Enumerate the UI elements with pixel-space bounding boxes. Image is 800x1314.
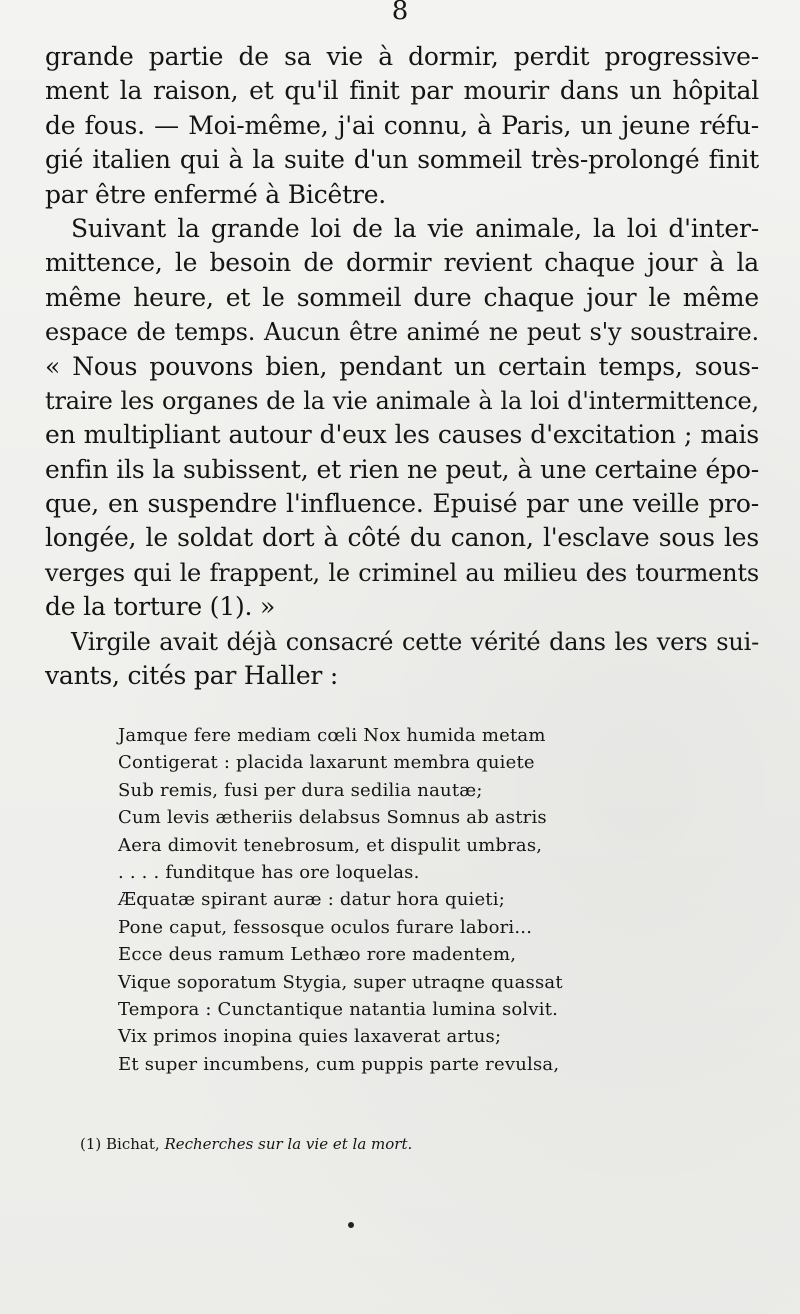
text-line: de la torture (1). » bbox=[45, 592, 276, 622]
footnote-author: Bichat, bbox=[106, 1135, 160, 1153]
text-line: longée, le soldat dort à côté du canon, l'esclave sous les bbox=[45, 523, 759, 553]
footnote bbox=[80, 1134, 412, 1154]
text-line: ment la raison, et qu'il finit par mourir dans un hôpital bbox=[45, 76, 759, 106]
text-line: mittence, le besoin de dormir revient chaque jour à la bbox=[45, 248, 759, 278]
footnote-title: Recherches sur la vie et la mort. bbox=[164, 1135, 413, 1153]
text-line: Virgile avait déjà consacré cette vérité dans les vers sui- bbox=[71, 627, 759, 656]
verse-line: Pone caput, fessosque oculos furare labori... bbox=[118, 916, 533, 938]
text-line: vants, cités par Haller : bbox=[45, 661, 339, 691]
verse-line: . . . . funditque has ore loquelas. bbox=[118, 861, 420, 883]
verse-line: Æquatæ spirant auræ : datur hora quieti; bbox=[118, 889, 505, 911]
verse-line: Vix primos inopina quies laxaverat artus; bbox=[118, 1026, 502, 1048]
verse-line: Contigerat : placida laxarunt membra quiete bbox=[118, 752, 535, 774]
verse-line: Et super incumbens, cum puppis parte revulsa, bbox=[118, 1053, 560, 1075]
text-line: espace de temps. Aucun être animé ne peut s'y soustraire. bbox=[45, 318, 759, 347]
verse-line: Sub remis, fusi per dura sedilia nautæ; bbox=[118, 779, 483, 801]
verse-line: Cum levis ætheriis delabsus Somnus ab astris bbox=[118, 807, 547, 829]
text-line: grande partie de sa vie à dormir, perdit progressive- bbox=[45, 42, 759, 71]
text-line: traire les organes de la vie animale à la loi d'intermittence, bbox=[45, 386, 759, 415]
footnote-marker: (1) bbox=[80, 1135, 102, 1153]
page-number: 8 bbox=[391, 0, 409, 26]
verse-line: Vique soporatum Stygia, super utraqne quassat bbox=[118, 971, 563, 993]
body-text bbox=[45, 40, 759, 693]
text-line: verges qui le frappent, le criminel au milieu des tourments bbox=[45, 558, 759, 587]
ink-speck bbox=[348, 1222, 354, 1228]
verse-line: Ecce deus ramum Lethæo rore madentem, bbox=[118, 944, 517, 966]
text-line: « Nous pouvons bien, pendant un certain temps, sous- bbox=[45, 351, 759, 381]
verse-line: Aera dimovit tenebrosum, et dispulit umbras, bbox=[118, 834, 543, 856]
latin-verse-quote bbox=[118, 722, 598, 1078]
text-line: par être enfermé à Bicêtre. bbox=[45, 179, 387, 209]
text-line: enfin ils la subissent, et rien ne peut, à une certaine épo- bbox=[45, 454, 759, 484]
verse-line: Tempora : Cunctantique natantia lumina solvit. bbox=[118, 998, 559, 1020]
text-line: en multipliant autour d'eux les causes d'excitation ; mais bbox=[45, 420, 759, 450]
verse-line: Jamque fere mediam cœli Nox humida metam bbox=[118, 725, 546, 746]
text-line: que, en suspendre l'influence. Epuisé par une veille pro- bbox=[45, 489, 759, 519]
text-line: gié italien qui à la suite d'un sommeil très-prolongé finit bbox=[45, 145, 759, 175]
text-line: même heure, et le sommeil dure chaque jour le même bbox=[45, 282, 759, 312]
text-line: de fous. — Moi-même, j'ai connu, à Paris, un jeune réfu- bbox=[45, 110, 759, 140]
text-line: Suivant la grande loi de la vie animale, la loi d'inter- bbox=[71, 213, 759, 243]
